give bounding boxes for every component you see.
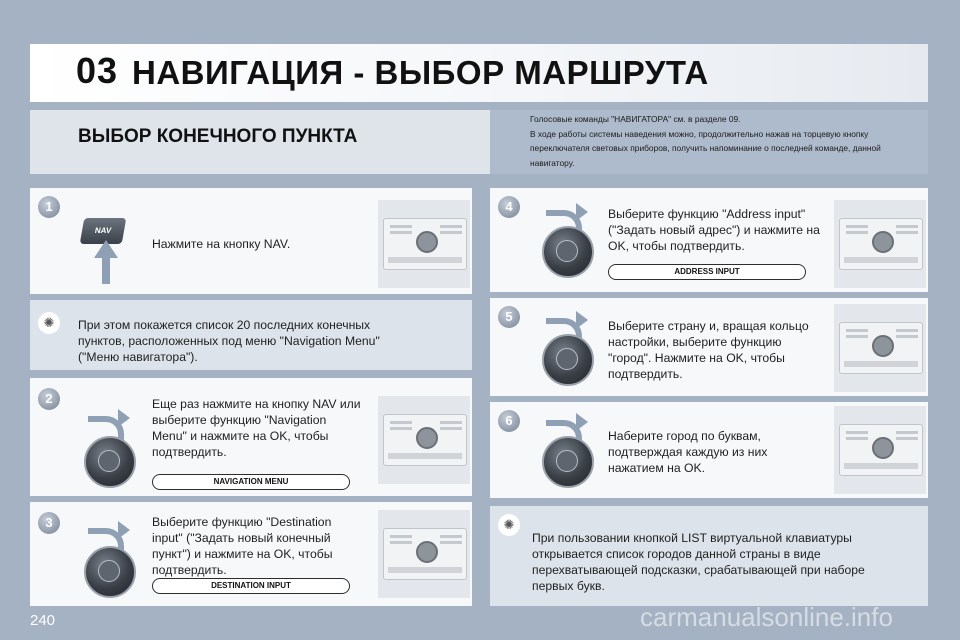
destination-input-pill: DESTINATION INPUT (152, 578, 350, 594)
rotate-arrow-head (576, 311, 588, 329)
knob-image (542, 334, 594, 386)
tip-2-text: При пользовании кнопкой LIST виртуальной клавиатуры открывается список городов данной страны в виде перехватывающей подсказки, срабатывающей при наборе первых букв. (532, 531, 865, 593)
step-3-text: Выберите функцию "Destination input" ("Задать новый конечный пункт") и нажмите на OK, чтобы подтвердить. (152, 515, 333, 577)
step-4-device-image (834, 200, 926, 288)
knob-image (84, 436, 136, 488)
rotate-arrow-head (118, 409, 130, 427)
page-title: НАВИГАЦИЯ - ВЫБОР МАРШРУТА (132, 54, 709, 91)
step-3-badge: 3 (38, 512, 60, 534)
address-input-pill: ADDRESS INPUT (608, 264, 806, 280)
chapter-number: 03 (76, 50, 119, 91)
step-1-device-image (378, 200, 470, 288)
step-5-text: Выберите страну и, вращая кольцо настройки, выберите функцию "город". Нажмите на OK, чтобы подтвердить. (608, 319, 809, 381)
step-5-device-image (834, 304, 926, 392)
lightbulb-icon: ✺ (38, 312, 60, 334)
step-1-text: Нажмите на кнопку NAV. (152, 237, 291, 251)
page-number: 240 (30, 612, 56, 629)
step-1-badge: 1 (38, 196, 60, 218)
step-4-text: Выберите функцию "Address input" ("Задать новый адрес") и нажмите на OK, чтобы подтвердить. (608, 207, 820, 253)
step-5-badge: 5 (498, 306, 520, 328)
step-2-text: Еще раз нажмите на кнопку NAV или выберите функцию "Navigation Menu" и нажмите на OK, чтобы подтвердить. (152, 397, 361, 459)
rotate-arrow-head (576, 413, 588, 431)
step-6-text: Наберите город по буквам, подтверждая каждую из них нажатием на OK. (608, 429, 768, 475)
step-2-device-image (378, 396, 470, 484)
lightbulb-icon: ✺ (498, 514, 520, 536)
knob-image (84, 546, 136, 598)
step-4-badge: 4 (498, 196, 520, 218)
up-arrow-icon (94, 240, 118, 258)
knob-image (542, 436, 594, 488)
step-2-badge: 2 (38, 388, 60, 410)
watermark: carmanualsonline.info (640, 602, 893, 632)
step-6-device-image (834, 406, 926, 494)
rotate-arrow-head (118, 521, 130, 539)
navigation-menu-pill: NAVIGATION MENU (152, 474, 350, 490)
step-6-badge: 6 (498, 410, 520, 432)
voice-note (530, 112, 922, 170)
section-subtitle: ВЫБОР КОНЕЧНОГО ПУНКТА (78, 126, 358, 147)
nav-button-image: NAV (80, 218, 127, 244)
knob-image (542, 226, 594, 278)
step-3-device-image (378, 510, 470, 598)
voice-note-line2: В ходе работы системы наведения можно, продолжительно нажав на торцевую кнопку переключателя световых приборов, получить напоминание о последней команде, данной навигатору. (530, 128, 881, 168)
up-arrow-stem (102, 258, 110, 284)
voice-note-line1: Голосовые команды "НАВИГАТОРА" см. в разделе 09. (530, 114, 741, 124)
tip-1-text: При этом покажется список 20 последних конечных пунктов, расположенных под меню "Navigation Menu" ("Меню навигатора"). (78, 318, 380, 364)
rotate-arrow-head (576, 203, 588, 221)
